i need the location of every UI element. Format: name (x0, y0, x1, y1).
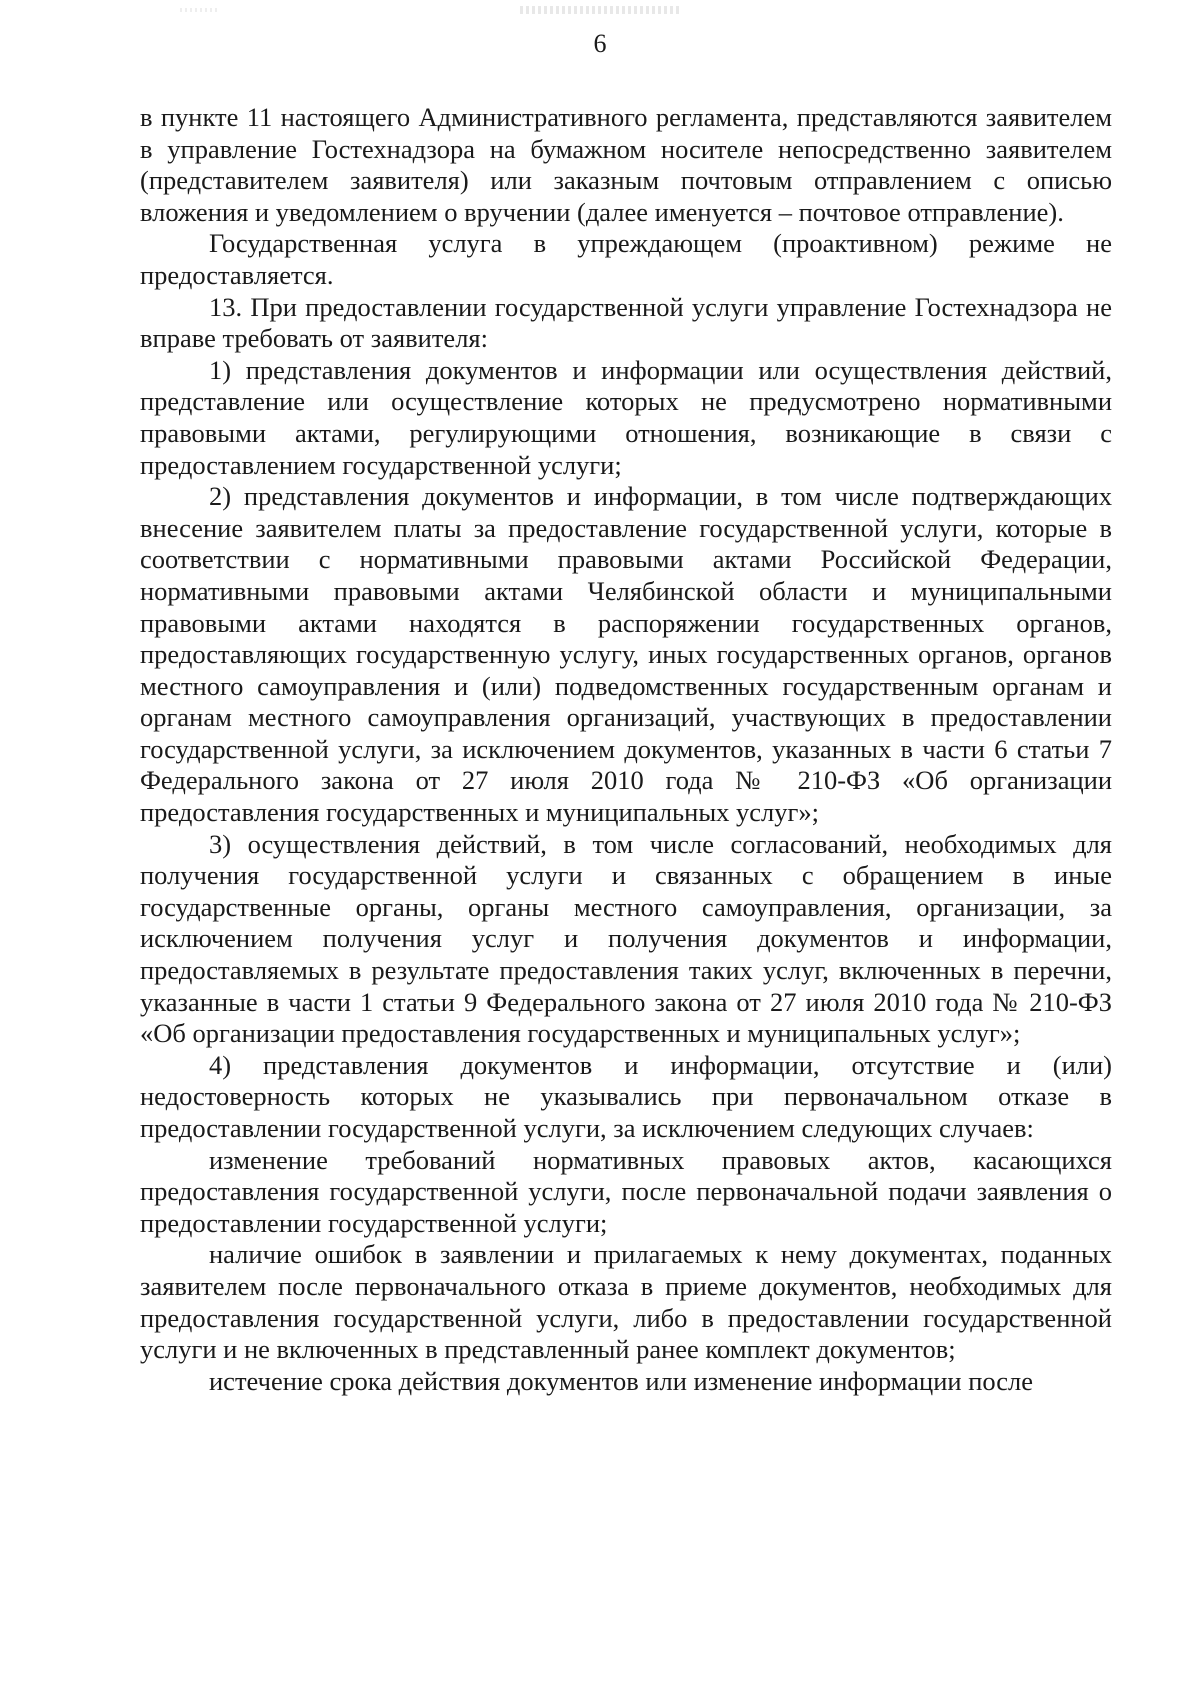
paragraph: 3) осуществления действий, в том числе согласований, необходимых для получения государственной услуги и связанных с обращением в иные государственные органы, органы местного самоуправления, организации, за исключением получения услуг и получения документов и информации, предоставляемых в результате предоставления таких услуг, включенных в перечни, указанные в части 1 статьи 9 Федерального закона от 27 июля 2010 года № 210-ФЗ «Об организации предоставления государственных и муниципальных услуг»; (140, 828, 1112, 1049)
paragraph: в пункте 11 настоящего Административного регламента, представляются заявителем в управление Гостехнадзора на бумажном носителе непосредственно заявителем (представителем заявителя) или заказным почтовым отправлением с описью вложения и уведомлением о вручении (далее именуется – почтовое отправление). (140, 102, 1112, 227)
scan-artifact-left (180, 8, 220, 12)
paragraph: 1) представления документов и информации или осуществления действий, представление или осуществление которых не предусмотрено нормативными правовыми актами, регулирующими отношения, возникающие в связи с предоставлением государственной услуги; (140, 354, 1112, 480)
scan-artifact-top (520, 6, 680, 14)
paragraph: изменение требований нормативных правовых актов, касающихся предоставления государственной услуги, после первоначальной подачи заявления о предоставлении государственной услуги; (140, 1144, 1112, 1238)
paragraph: 2) представления документов и информации, в том числе подтверждающих внесение заявителем платы за предоставление государственной услуги, которые в соответствии с нормативными правовыми актами Российской Федерации, нормативными правовыми актами Челябинской области и муниципальными правовыми актами находятся в распоряжении государственных органов, предоставляющих государственную услугу, иных государственных органов, органов местного самоуправления и (или) подведомственных государственным органам и органам местного самоуправления организаций, участвующих в предоставлении государственной услуги, за исключением документов, указанных в части 6 статьи 7 Федерального закона от 27 июля 2010 года № 210-ФЗ «Об организации предоставления государственных и муниципальных услуг»; (140, 481, 1112, 828)
paragraph: истечение срока действия документов или изменение информации после (209, 1365, 1034, 1396)
paragraph: 4) представления документов и информации, отсутствие и (или) недостоверность которых не указывались при первоначальном отказе в предоставлении государственной услуги, за исключением следующих случаев: (140, 1049, 1112, 1143)
paragraph: Государственная услуга в упреждающем (проактивном) режиме не предоставляется. (140, 228, 1112, 290)
paragraph: наличие ошибок в заявлении и прилагаемых к нему документах, поданных заявителем после первоначального отказа в приеме документов, необходимых для предоставления государственной услуги, либо в предоставлении государственной услуги и не включенных в представленный ранее комплект документов; (140, 1239, 1112, 1365)
paragraph: 13. При предоставлении государственной услуги управление Гостехнадзора не вправе требовать от заявителя: (140, 291, 1112, 354)
document-body (140, 102, 1112, 1397)
page-number: 6 (593, 29, 607, 58)
